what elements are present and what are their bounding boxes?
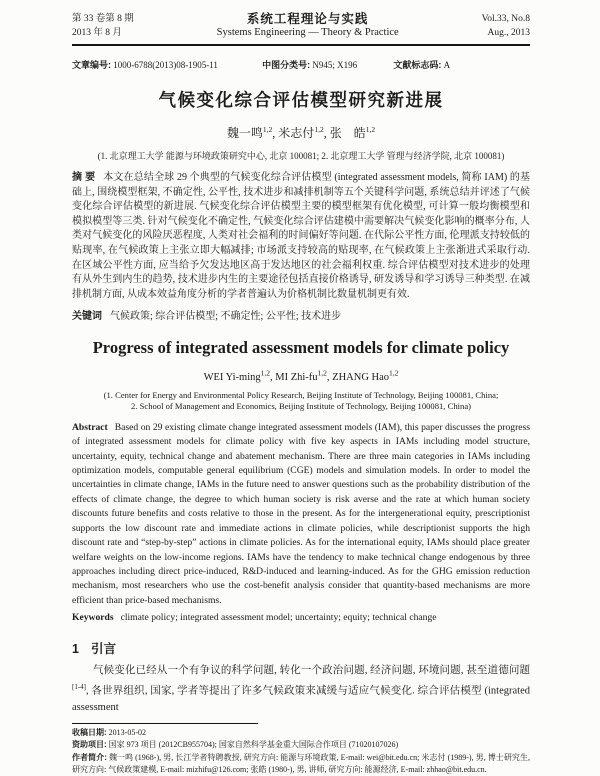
article-number-label: 文章编号:: [72, 60, 111, 70]
abstract-en: [72, 421, 530, 608]
author-en-2: [275, 368, 333, 383]
header-rule: [72, 44, 530, 46]
section-1-title: 引言: [90, 642, 116, 657]
section-1-number: 1: [72, 642, 79, 657]
article-title-en: Progress of integrated assessment models for climate policy: [92, 338, 510, 358]
intro-paragraph: [72, 663, 530, 716]
footnote-funding: [72, 739, 530, 751]
footnote-bio-value: 魏一鸣 (1968-), 男, 长江学者特聘教授, 研究方向: 能源与环境政策, E-mail: wei@bit.edu.cn; 米志付 (1989-), 男, 博士研究生, 研究方向: 气候政策建模, E-mail: mizhifu@126.com; 张皓 (1980-), 男, 讲师, 研究方向: 能源经济, E-mail: zhhao@bit.edu.cn.: [72, 753, 531, 775]
author-en-3: [332, 368, 399, 383]
footnote-received-value: 2013-05-02: [108, 727, 146, 737]
footnote-funding-value: 国家 973 项目 (2012CB955704); 国家自然科学基金重大国际合作项目 (71020107026): [108, 740, 399, 750]
author-en-2-affil-sup: 1,2: [317, 368, 327, 378]
issue-date-cn: 2013 年 8 月: [72, 28, 122, 38]
abstract-en-label: Abstract: [72, 421, 108, 433]
author-cn-2-affil-sup: 1,2: [314, 125, 324, 134]
author-en-1-name: WEI Yi-ming: [203, 371, 261, 383]
journal-title-en: Systems Engineering — Theory & Practice: [216, 27, 399, 38]
header-left: [72, 12, 134, 40]
issue-volume-en: Vol.33, No.8: [481, 14, 530, 24]
intro-text-after-citation: , 各世界组织, 国家, 学者等提出了许多气候政策来减缓与适应气候变化. 综合评估模型 (integrated assessment: [72, 685, 530, 713]
keywords-cn-text: 气候政策; 综合评估模型; 不确定性; 公平性; 技术进步: [110, 311, 342, 323]
author-en-1: [203, 368, 276, 383]
citation-superscript: [1-4]: [72, 683, 86, 692]
keywords-cn: [72, 307, 530, 322]
abstract-cn: [72, 171, 530, 302]
keywords-en-label: Keywords: [72, 612, 114, 624]
author-en-1-sep: ,: [270, 371, 276, 383]
footnote-divider: [72, 723, 258, 724]
authors-en: [72, 368, 530, 383]
author-cn-2: [278, 126, 329, 140]
journal-title-cn: 系统工程理论与实践: [246, 12, 369, 26]
author-cn-3: [330, 126, 375, 140]
article-meta-line: [72, 58, 530, 71]
clc-label: 中图分类号:: [262, 60, 311, 70]
intro-text-before-citation: 气候变化已经从一个有争议的科学问题, 转化一个政治问题, 经济问题, 环境问题, 甚至道德问题: [93, 665, 530, 677]
author-cn-3-affil-sup: 1,2: [365, 125, 376, 134]
footnote-funding-label: 资助项目:: [72, 740, 107, 750]
abstract-en-text: Based on 29 existing climate change integrated assessment models (IAM), this paper discusses the progress of integrated assessment models for climate policy with five key aspects in IAMs including model structure, uncertainty, equity, technical change and abatement mechanism. There are three main categories in IAMs including optimization models, computable general equilibrium (CGE) models and simulation models. In order to model the uncertainties in climate change, IAMs in the future need to answer questions such as the probability distribution of the effects of climate change, the degree to which human society is risk averse and the rate at which human society discounts future benefits and costs relative to those in the present. As for the intergenerational equity, prescriptionist supports the low discount rate and immediate actions in climate policies, while descriptionist supports the high discount rate and “step-by-step” actions in climate policies. As for the international equity, IAMs should place greater welfare weights on the low-income regions. IAMs have the tendency to make technical change endogenous by three approaches including direct price-induced, R&D-induced and learning-induced. As for the GHG emission reduction mechanism, most researchers who use the cost-benefit analysis consider that quantity-based mechanisms are more efficient than price-based mechanisms.: [72, 421, 530, 606]
clc-value: N945; X196: [312, 60, 358, 70]
author-cn-1-affil-sup: 1,2: [262, 125, 273, 134]
keywords-en-text: climate policy; integrated assessment model; uncertainty; equity; technical change: [120, 612, 437, 624]
author-en-3-name: ZHANG Hao: [332, 371, 390, 383]
affiliation-cn: (1. 北京理工大学 能源与环境政策研究中心, 北京 100081; 2. 北京理工大学 管理与经济学院, 北京 100081): [97, 151, 505, 161]
author-cn-1-name: 魏一鸣: [226, 126, 263, 140]
author-en-3-affil-sup: 1,2: [389, 368, 399, 378]
footnote-received: [72, 727, 530, 739]
abstract-cn-label: 摘 要: [72, 172, 96, 183]
author-en-1-affil-sup: 1,2: [260, 368, 270, 378]
author-en-2-name: MI Zhi-fu: [275, 371, 318, 383]
abstract-cn-text: 本文在总结全球 29 个典型的气候变化综合评估模型 (integrated assessment models, 简称 IAM) 的基础上, 围绕模型框架, 不确定性, 公平性, 技术进步和减排机制等五个关键科学问题, 系统总结并评述了气候变化综合评估模型的新进展. 气候变化综合评估模型主要的模型框架有优化模型, 可计算一般均衡模型和模拟模型等三类. 针对气候变化不确定性, 气候变化综合评估建模中需要解决气候变化影响的概率分布, 人类对气候变化的风险厌恶程度, 人类对社会福利的时间偏好等问题. 在代际公平性方面, 伦理派支持较低的贴现率, 在气候政策上主张立即大幅减排; 市场派支持较高的贴现率, 在气候政策上主张渐进式采取行动. 在区域公平性方面, 应当给予欠发达地区高于发达地区的社会福利权重. 综合评估模型对技术进步的处理有从外生到内生的趋势, 技术进步内生的主要途径包括直接价格诱导, 研发诱导和学习诱导三种类型. 在减排机制方面, 从成本效益角度分析的学者普遍认为价格机制比数量机制更有效.: [72, 172, 530, 300]
doc-code-label: 文献标志码:: [393, 60, 442, 70]
doc-code-value: A: [443, 60, 451, 70]
authors-cn: [72, 124, 530, 141]
journal-header: [72, 12, 530, 40]
affiliation-en: [72, 390, 530, 413]
keywords-en: [72, 612, 530, 623]
author-cn-2-sep: ,: [323, 126, 330, 140]
article-number-value: 1000-6788(2013)08-1905-11: [113, 60, 218, 70]
author-cn-1: [227, 126, 278, 140]
affiliation-en-line1: (1. Center for Energy and Environmental Policy Research, Beijing Institute of Technology, Beijing 100081, China;: [103, 389, 499, 400]
section-1-heading: [72, 639, 530, 657]
author-cn-3-name: 张 皓: [329, 126, 366, 140]
affiliation-en-line2: 2. School of Management and Economics, Beijing Institute of Technology, Beijing 100081, China): [131, 401, 471, 412]
issue-date-en: Aug., 2013: [487, 28, 530, 38]
footnote-received-label: 收稿日期:: [72, 727, 107, 737]
footnote-author-bio: [72, 752, 530, 776]
footnotes: [72, 727, 530, 776]
footnote-bio-label: 作者简介:: [72, 753, 107, 763]
keywords-cn-label: 关键词: [72, 311, 102, 323]
article-title-cn: 气候变化综合评估模型研究新进展: [158, 90, 444, 110]
issue-volume-cn: 第 33 卷第 8 期: [72, 14, 134, 24]
header-center: [134, 12, 482, 40]
header-right: [482, 12, 530, 40]
author-cn-1-sep: ,: [272, 126, 279, 140]
author-cn-2-name: 米志付: [278, 126, 315, 140]
author-en-2-sep: ,: [326, 371, 333, 383]
